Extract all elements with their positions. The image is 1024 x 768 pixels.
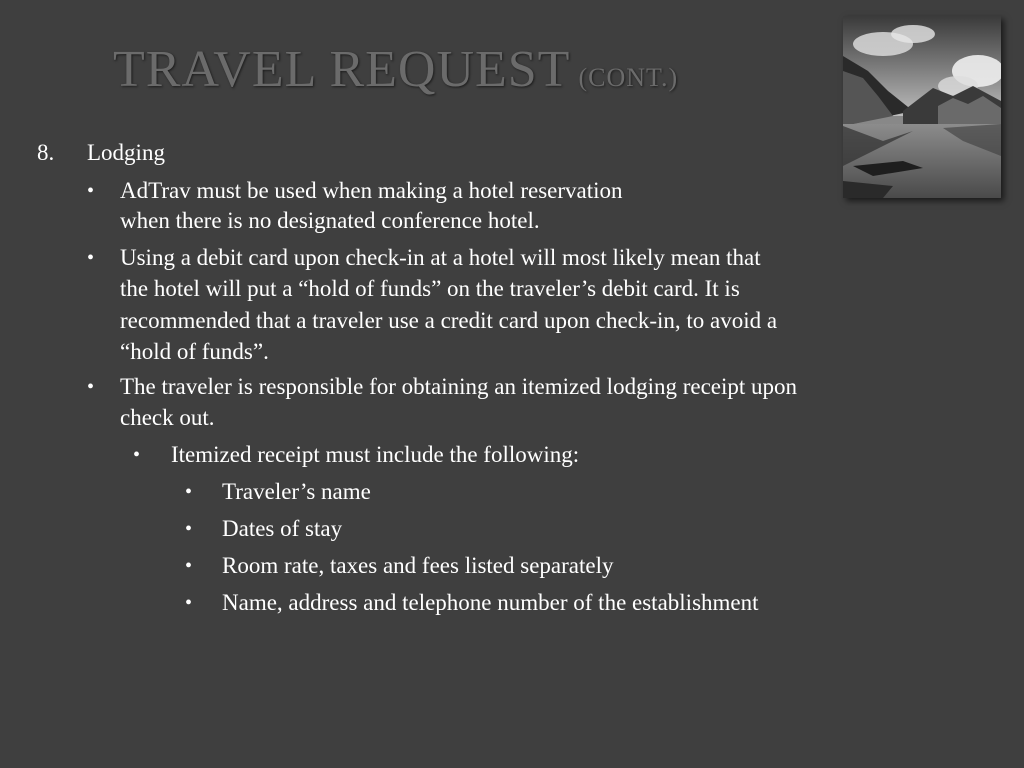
bullet-marker: • bbox=[185, 481, 193, 503]
sub-bullet-line: Itemized receipt must include the following: bbox=[171, 442, 580, 467]
bullet-2-line-2: the hotel will put a “hold of funds” on the traveler’s debit card. It is bbox=[120, 276, 740, 301]
receipt-item: Room rate, taxes and fees listed separately bbox=[222, 553, 614, 578]
bullet-marker: • bbox=[185, 518, 193, 540]
bullet-marker: • bbox=[185, 592, 193, 614]
list-number: 8. bbox=[37, 140, 55, 165]
bullet-2-line-1: Using a debit card upon check-in at a hotel will most likely mean that bbox=[120, 245, 761, 270]
bullet-marker: • bbox=[185, 555, 193, 577]
bullet-1-line-1: AdTrav must be used when making a hotel reservation bbox=[120, 178, 623, 203]
receipt-item: Name, address and telephone number of the establishment bbox=[222, 590, 759, 615]
bullet-marker: • bbox=[87, 180, 95, 202]
mountain-lake-photo bbox=[843, 16, 1001, 198]
bullet-marker: • bbox=[133, 444, 141, 466]
list-heading: Lodging bbox=[87, 140, 165, 165]
bullet-2-line-3: recommended that a traveler use a credit card upon check-in, to avoid a bbox=[120, 308, 778, 333]
bullet-3-line-1: The traveler is responsible for obtaining an itemized lodging receipt upon bbox=[120, 374, 798, 399]
slide-title-suffix: (CONT.) bbox=[578, 63, 679, 92]
bullet-marker: • bbox=[87, 376, 95, 398]
receipt-item: Traveler’s name bbox=[222, 479, 371, 504]
bullet-3-line-2: check out. bbox=[120, 405, 215, 430]
slide-title bbox=[113, 40, 678, 99]
bullet-1-line-2: when there is no designated conference hotel. bbox=[120, 208, 540, 233]
bullet-marker: • bbox=[87, 247, 95, 269]
mountain-lake-image bbox=[843, 16, 1001, 198]
bullet-2-line-4: “hold of funds”. bbox=[120, 339, 269, 364]
slide-title-main: TRAVEL REQUEST bbox=[113, 41, 571, 98]
receipt-item: Dates of stay bbox=[222, 516, 343, 541]
